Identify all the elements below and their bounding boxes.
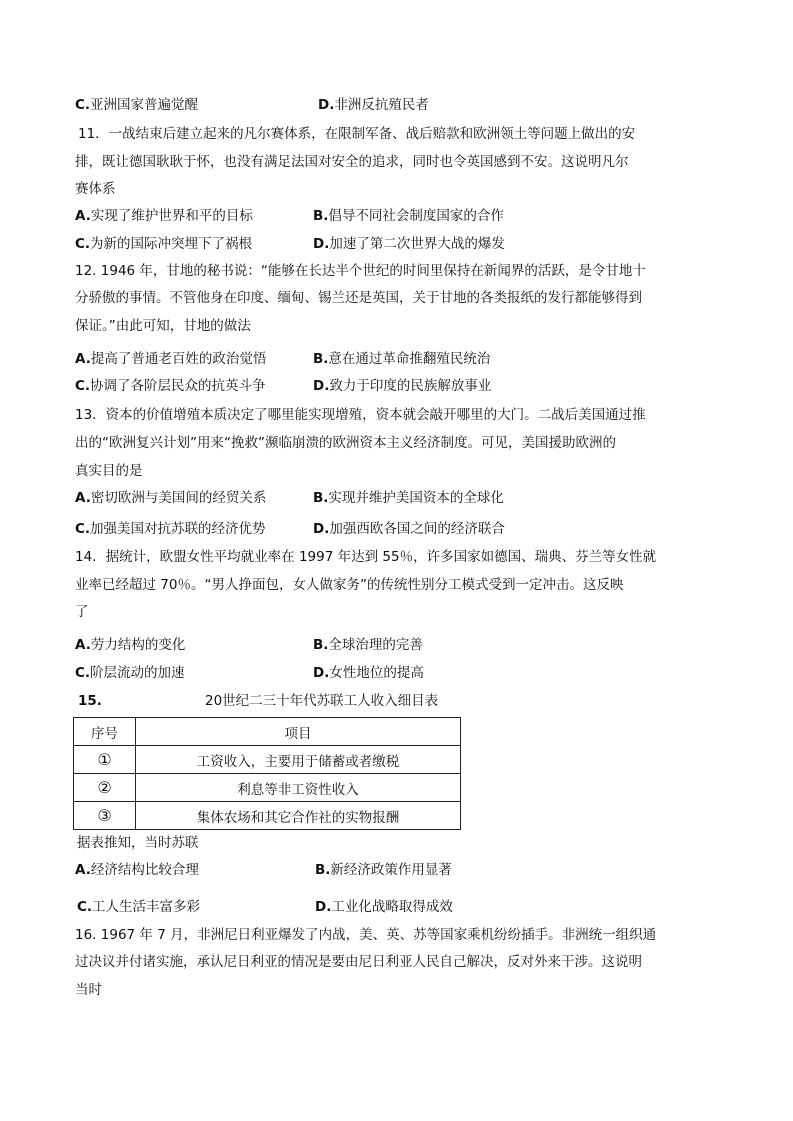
q14-stem-line: 了 <box>75 604 89 620</box>
q11-option-c: C.为新的国际冲突埋下了祸根 <box>75 236 253 252</box>
q12-option-a: A.提高了普通老百姓的政治觉悟 <box>75 351 267 367</box>
q15-option-b: B.新经济政策作用显著 <box>315 862 452 878</box>
q15-stem: 据表推知，当时苏联 <box>77 835 199 851</box>
q13-option-d: D.加强西欧各国之间的经济联合 <box>313 521 505 537</box>
q13-stem-line: 真实目的是 <box>75 463 143 479</box>
q12-option-c: C.协调了各阶层民众的抗英斗争 <box>75 378 266 394</box>
table-header-cell: 序号 <box>74 718 136 746</box>
table-cell-item: 集体农场和其它合作社的实物报酬 <box>136 802 461 830</box>
q14-option-b: B.全球治理的完善 <box>313 637 423 653</box>
q12-option-d: D.致力于印度的民族解放事业 <box>313 378 492 394</box>
q16-stem-line: 过决议并付诸实施，承认尼日利亚的情况是要由尼日利亚人民自己解决，反对外来干涉。这说明 <box>75 954 642 970</box>
q11-option-a: A.实现了维护世界和平的目标 <box>75 208 253 224</box>
table-header-row <box>74 718 461 746</box>
q12-stem-line: 分骄傲的事情。不管他身在印度、缅甸、锡兰还是英国，关于甘地的各类报纸的发行都能够得到 <box>75 290 642 306</box>
table-cell-index: ③ <box>74 802 136 830</box>
q14-option-c: C.阶层流动的加速 <box>75 665 185 681</box>
q14-option-a: A.劳力结构的变化 <box>75 637 186 653</box>
q11-stem-line: 排，既让德国耿耿于怀，也没有满足法国对安全的追求，同时也令英国感到不安。这说明凡尔 <box>75 154 629 170</box>
table-cell-index: ① <box>74 746 136 774</box>
q13-option-a: A.密切欧洲与美国间的经贸关系 <box>75 490 267 506</box>
q16-stem-line: 当时 <box>75 982 102 998</box>
q10-option-c: C.亚洲国家普遍觉醒 <box>75 97 199 113</box>
q15-option-d: D.工业化战略取得成效 <box>315 899 453 915</box>
table-row <box>74 746 461 774</box>
table-cell-item: 利息等非工资性收入 <box>136 774 461 802</box>
table-row <box>74 802 461 830</box>
table-header-cell: 项目 <box>136 718 461 746</box>
q11-option-d: D.加速了第二次世界大战的爆发 <box>313 236 505 252</box>
table-row <box>74 774 461 802</box>
q15-income-table <box>73 717 461 830</box>
q13-stem-line: 13．资本的价值增殖本质决定了哪里能实现增殖，资本就会敲开哪里的大门。二战后美国通过推 <box>75 407 646 423</box>
q15-number: 15. <box>78 693 102 709</box>
q12-stem-line: 保证。”由此可知，甘地的做法 <box>75 318 251 334</box>
q15-option-c: C.工人生活丰富多彩 <box>77 899 201 915</box>
q13-option-b: B.实现并维护美国资本的全球化 <box>313 490 504 506</box>
q11-option-b: B.倡导不同社会制度国家的合作 <box>313 208 504 224</box>
q12-option-b: B.意在通过革命推翻殖民统治 <box>313 351 491 367</box>
q11-stem-line: 赛体系 <box>75 181 116 197</box>
q14-option-d: D.女性地位的提高 <box>313 665 424 681</box>
q12-stem-line: 12. 1946 年，甘地的秘书说：“能够在长达半个世纪的时间里保持在新闻界的活跃，是令甘地十 <box>75 263 646 279</box>
q14-stem-line: 14．据统计，欧盟女性平均就业率在 1997 年达到 55％，许多国家如德国、瑞典、芬兰等女性就 <box>75 549 657 565</box>
table-cell-index: ② <box>74 774 136 802</box>
q16-stem-line: 16. 1967 年 7 月，非洲尼日利亚爆发了内战，美、英、苏等国家乘机纷纷插手。非洲统一组织通 <box>75 927 657 943</box>
q15-table-title: 20世纪二三十年代苏联工人收入细目表 <box>205 693 439 709</box>
q13-stem-line: 出的“欧洲复兴计划”用来“挽救”濒临崩溃的欧洲资本主义经济制度。可见，美国援助欧洲的 <box>75 435 616 451</box>
q15-option-a: A.经济结构比较合理 <box>75 862 199 878</box>
q14-stem-line: 业率已经超过 70％。“男人挣面包，女人做家务”的传统性别分工模式受到一定冲击。这反映 <box>75 577 624 593</box>
q10-option-d: D.非洲反抗殖民者 <box>318 97 429 113</box>
q11-stem-line: 11．一战结束后建立起来的凡尔赛体系，在限制军备、战后赔款和欧洲领土等问题上做出的安 <box>78 126 636 142</box>
q13-option-c: C.加强美国对抗苏联的经济优势 <box>75 521 266 537</box>
table-cell-item: 工资收入，主要用于储蓄或者缴税 <box>136 746 461 774</box>
